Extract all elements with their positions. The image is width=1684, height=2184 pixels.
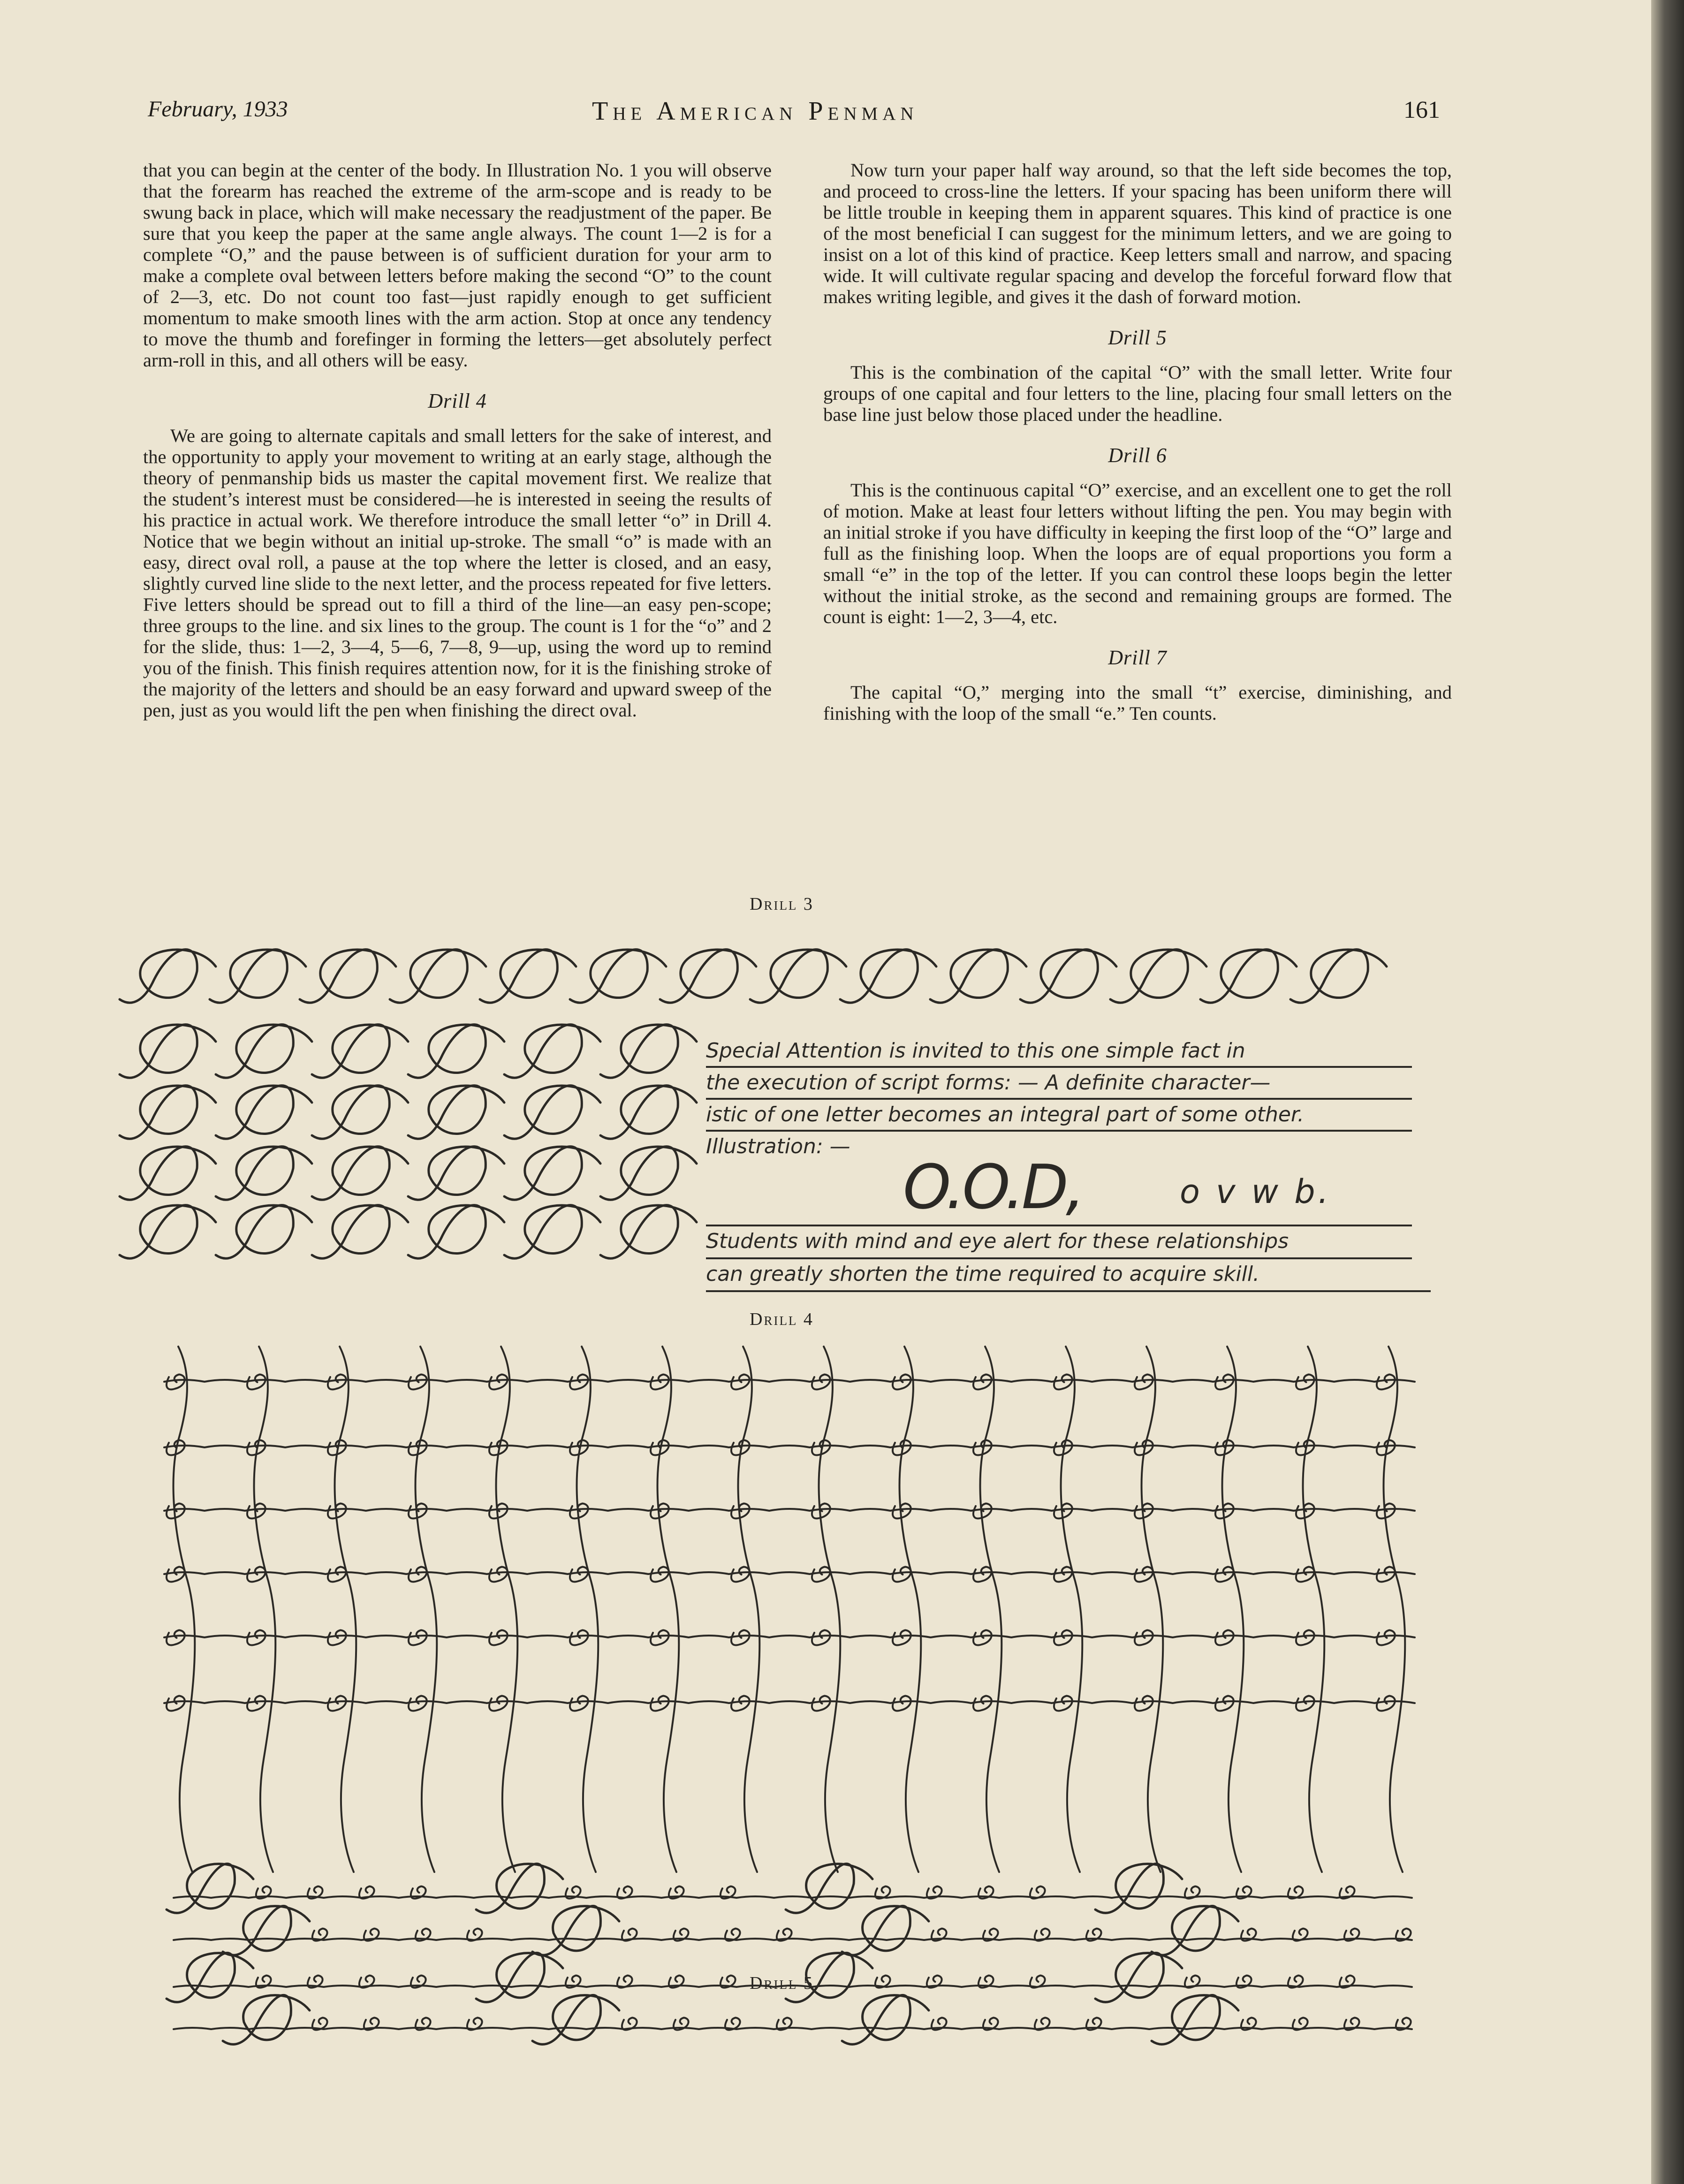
small-o-stroke (1135, 1630, 1153, 1645)
capital-o-stroke (840, 950, 936, 1003)
capital-o-stroke (390, 950, 486, 1003)
small-o-stroke (812, 1375, 830, 1390)
small-o-stroke (247, 1696, 265, 1711)
small-o-stroke (812, 1630, 830, 1645)
small-o-stroke (1296, 1567, 1314, 1582)
right-para-1: Now turn your paper half way around, so that the left side becomes the top, and proceed to cross-line the letters. If your spacing has been uniform there will be little trouble in keeping them in apparent squares. This kind of practice is one of the most beneficial I can suggest for the minimum letters, and we are going to insist on a lot of this kind of practice. Keep letters small and narrow, and spacing wide. It will cultivate regular spacing and develop the forceful forward flow that makes writing legible, and gives it the dash of forward motion. (823, 160, 1452, 307)
note-line-3: istic of one letter becomes an integral part of some other. (706, 1103, 1304, 1126)
capital-o-stroke (570, 950, 666, 1003)
capital-o-stroke (504, 1205, 600, 1259)
note-line-4: Illustration: — (706, 1134, 850, 1158)
capital-o-stroke (930, 950, 1026, 1003)
cross-line-stroke (1384, 1347, 1405, 1872)
drill5-caption: Drill 5 (750, 1973, 814, 1993)
small-o-stroke (1054, 1630, 1072, 1645)
capital-o-stroke (476, 1864, 563, 1913)
drill4-heading: Drill 4 (428, 389, 487, 412)
note-rule (706, 1066, 1412, 1068)
capital-o-stroke (120, 1147, 216, 1200)
capital-o-stroke (504, 1086, 600, 1139)
drill4-caption: Drill 4 (750, 1309, 814, 1329)
illustration-capitals: O.O.D, (903, 1151, 1083, 1223)
cross-line-stroke (980, 1347, 1002, 1872)
small-o-stroke (247, 1567, 265, 1582)
capital-o-stroke (842, 1906, 929, 1955)
small-o-stroke (1135, 1567, 1153, 1582)
note-rule (706, 1225, 1412, 1226)
cross-line-stroke (577, 1347, 599, 1872)
capital-o-stroke (223, 1995, 310, 2044)
capital-o-stroke (120, 1025, 216, 1078)
small-o-stroke (409, 1696, 427, 1711)
drill5-text: This is the combination of the capital “O” with the small letter. Write four groups of one capital and four letters to the line, placing four small letters on the base line just below those placed under the headline. (823, 362, 1452, 425)
small-o-stroke (1377, 1375, 1395, 1390)
capital-o-stroke (408, 1205, 504, 1259)
capital-o-stroke (532, 1995, 619, 2044)
cross-line-stroke (496, 1347, 518, 1872)
capital-o-stroke (210, 950, 306, 1003)
small-o-stroke (570, 1630, 588, 1645)
small-o-stroke (973, 1375, 992, 1390)
capital-o-stroke (600, 1147, 697, 1200)
capital-o-stroke (600, 1086, 697, 1139)
cross-line-stroke (819, 1347, 841, 1872)
small-o-stroke (812, 1567, 830, 1582)
small-o-stroke (247, 1630, 265, 1645)
capital-o-stroke (223, 1906, 310, 1955)
capital-o-stroke (480, 950, 576, 1003)
small-o-stroke (328, 1567, 346, 1582)
capital-o-stroke (216, 1147, 312, 1200)
small-o-stroke (1135, 1696, 1153, 1711)
small-o-stroke (731, 1567, 750, 1582)
capital-o-stroke (408, 1025, 504, 1078)
small-o-stroke (409, 1630, 427, 1645)
small-o-stroke (409, 1567, 427, 1582)
small-o-stroke (409, 1375, 427, 1390)
note-line-5: Students with mind and eye alert for these relationships (706, 1229, 1289, 1253)
capital-o-stroke (312, 1147, 408, 1200)
note-line-1: Special Attention is invited to this one simple fact in (706, 1039, 1245, 1063)
small-o-stroke (893, 1630, 911, 1645)
capital-o-stroke (120, 1205, 216, 1259)
cross-line-stroke (900, 1347, 921, 1872)
cross-line-stroke (1303, 1347, 1325, 1872)
capital-o-stroke (1200, 950, 1297, 1003)
small-o-stroke (489, 1696, 508, 1711)
small-o-stroke (489, 1630, 508, 1645)
capital-o-stroke (750, 950, 846, 1003)
capital-o-stroke (786, 1864, 872, 1913)
capital-o-stroke (504, 1147, 600, 1200)
capital-o-stroke (600, 1025, 697, 1078)
capital-o-stroke (408, 1086, 504, 1139)
capital-o-stroke (1020, 950, 1116, 1003)
cross-line-stroke (738, 1347, 760, 1872)
illustration-small-letters: o v w b. (1180, 1172, 1331, 1211)
small-o-stroke (1215, 1696, 1234, 1711)
capital-o-stroke (216, 1086, 312, 1139)
capital-o-stroke (476, 1953, 563, 2002)
cross-line-stroke (174, 1347, 195, 1872)
drill6-heading: Drill 6 (1108, 444, 1167, 467)
left-column (143, 160, 772, 721)
capital-o-stroke (1152, 1995, 1238, 2044)
drill4-text: We are going to alternate capitals and small letters for the sake of interest, and the opportunity to apply your movement to writing at an early stage, although the theory of penmanship bids us master the capital movement first. We realize that the student’s interest must be considered—he is interested in seeing the results of his practice in actual work. We therefore introduce the small letter “o” in Drill 4. Notice that we begin without an initial up-stroke. The small “o” is made with an easy, direct oval roll, a pause at the top where the letter is closed, and an easy, slightly curved line slide to the next letter, and the process repeated for five letters. Five letters should be spread out to fill a third of the line—an easy pen-scope; three groups to the line. and six lines to the group. The count is 1 for the “o” and 2 for the slide, thus: 1—2, 3—4, 5—6, 7—8, 9—up, using the word up to remind you of the finish. This finish requires attention now, for it is the finishing stroke of the majority of the letters and should be an easy forward and upward sweep of the pen, just as you would lift the pen when finishing the direct oval. (143, 425, 772, 721)
small-o-stroke (1135, 1375, 1153, 1390)
small-o-stroke (167, 1696, 185, 1711)
capital-o-stroke (120, 950, 216, 1003)
note-rule (706, 1290, 1431, 1292)
small-o-stroke (489, 1567, 508, 1582)
baseline-stroke (164, 1509, 1415, 1511)
capital-o-stroke (216, 1025, 312, 1078)
small-o-stroke (651, 1696, 669, 1711)
small-o-stroke (1215, 1630, 1234, 1645)
small-o-stroke (1215, 1567, 1234, 1582)
small-o-stroke (1377, 1567, 1395, 1582)
capital-o-stroke (312, 1025, 408, 1078)
cross-line-stroke (254, 1347, 276, 1872)
drill7-heading: Drill 7 (1108, 646, 1167, 669)
capital-o-stroke (167, 1864, 253, 1913)
small-o-stroke (570, 1696, 588, 1711)
capital-o-stroke (600, 1205, 697, 1259)
capital-o-stroke (216, 1205, 312, 1259)
drill6-text: This is the continuous capital “O” exercise, and an excellent one to get the roll of motion. Make at least four letters without lifting the pen. You may begin with an initial stroke if you have difficulty in keeping the first loop of the “O” large and full as the finishing loop. When the loops are of equal proportions you form a small “e” in the top of the letter. If you can control these loops begin the letter without the initial stroke, as the second and remaining groups are formed. The count is eight: 1—2, 3—4, etc. (823, 479, 1452, 627)
capital-o-stroke (1095, 1953, 1182, 2002)
small-o-stroke (328, 1696, 346, 1711)
small-o-stroke (1296, 1696, 1314, 1711)
small-o-stroke (973, 1567, 992, 1582)
drill7-text: The capital “O,” merging into the small “t” exercise, diminishing, and finishing with the loop of the small “e.” Ten counts. (823, 682, 1452, 724)
page-number: 161 (1403, 97, 1440, 123)
capital-o-stroke (300, 950, 396, 1003)
drill5-heading: Drill 5 (1108, 326, 1167, 349)
small-o-stroke (1054, 1696, 1072, 1711)
note-rule (706, 1257, 1412, 1259)
capital-o-stroke (660, 950, 756, 1003)
cross-line-stroke (1061, 1347, 1083, 1872)
baseline-stroke (174, 1939, 1412, 1940)
baseline-stroke (164, 1636, 1415, 1637)
capital-o-stroke (120, 1086, 216, 1139)
capital-o-stroke (408, 1147, 504, 1200)
small-o-stroke (812, 1696, 830, 1711)
small-o-stroke (1296, 1375, 1314, 1390)
baseline-stroke (174, 2028, 1412, 2029)
small-o-stroke (731, 1375, 750, 1390)
capital-o-stroke (1095, 1864, 1182, 1913)
capital-o-stroke (504, 1025, 600, 1078)
note-line-2: the execution of script forms: — A definite character— (706, 1071, 1271, 1095)
cross-line-stroke (335, 1347, 357, 1872)
right-column (823, 160, 1452, 724)
note-line-6: can greatly shorten the time required to acquire skill. (706, 1262, 1260, 1286)
small-o-stroke (167, 1567, 185, 1582)
capital-o-stroke (842, 1995, 929, 2044)
small-o-stroke (651, 1630, 669, 1645)
cross-line-stroke (416, 1347, 437, 1872)
small-o-stroke (570, 1375, 588, 1390)
small-o-stroke (1054, 1375, 1072, 1390)
capital-o-stroke (312, 1205, 408, 1259)
small-o-stroke (893, 1375, 911, 1390)
capital-o-stroke (786, 1953, 872, 2002)
capital-o-stroke (1290, 950, 1387, 1003)
small-o-stroke (328, 1375, 346, 1390)
small-o-stroke (247, 1375, 265, 1390)
small-o-stroke (328, 1630, 346, 1645)
baseline-stroke (164, 1572, 1415, 1574)
capital-o-stroke (532, 1906, 619, 1955)
small-o-stroke (973, 1630, 992, 1645)
baseline-stroke (164, 1380, 1415, 1382)
small-o-stroke (1377, 1696, 1395, 1711)
small-o-stroke (1377, 1630, 1395, 1645)
small-o-stroke (893, 1696, 911, 1711)
small-o-stroke (893, 1567, 911, 1582)
small-o-stroke (1215, 1375, 1234, 1390)
page-edge-shadow (1651, 0, 1684, 2184)
capital-o-stroke (1110, 950, 1206, 1003)
drill5-capital-and-small-o-illustration (174, 1820, 1426, 2046)
capital-o-stroke (167, 1953, 253, 2002)
small-o-stroke (651, 1375, 669, 1390)
small-o-stroke (570, 1567, 588, 1582)
cross-line-stroke (658, 1347, 679, 1872)
cross-line-stroke (1142, 1347, 1163, 1872)
small-o-stroke (489, 1375, 508, 1390)
small-o-stroke (731, 1630, 750, 1645)
capital-o-stroke (1152, 1906, 1238, 1955)
left-para-1: that you can begin at the center of the body. In Illustration No. 1 you will observe that the forearm has reached the extreme of the arm-scope and is ready to be swung back in place, which will make necessary the readjustment of the paper. Be sure that you keep the paper at the same angle always. The count 1—2 is for a complete “O,” and the pause between is of sufficient duration for your arm to make a complete oval between letters before making the second “O” to the count of 2—3, etc. Do not count too fast—just rapidly enough to get sufficient momentum to make smooth lines with the arm action. Stop at once any tendency to move the thumb and forefinger in forming the letters—get absolutely perfect arm-roll in this, and all others will be easy. (143, 160, 772, 371)
small-o-stroke (167, 1630, 185, 1645)
note-rule (706, 1098, 1412, 1100)
small-o-stroke (1054, 1567, 1072, 1582)
small-o-stroke (167, 1375, 185, 1390)
drill3-caption: Drill 3 (750, 894, 814, 914)
cross-line-stroke (1222, 1347, 1244, 1872)
capital-o-stroke (312, 1086, 408, 1139)
baseline-stroke (164, 1446, 1415, 1447)
header-title: The American Penman (592, 97, 918, 126)
note-rule (706, 1130, 1412, 1132)
small-o-stroke (651, 1567, 669, 1582)
small-o-stroke (731, 1696, 750, 1711)
header-date: February, 1933 (148, 97, 288, 122)
small-o-stroke (973, 1696, 992, 1711)
small-o-stroke (1296, 1630, 1314, 1645)
